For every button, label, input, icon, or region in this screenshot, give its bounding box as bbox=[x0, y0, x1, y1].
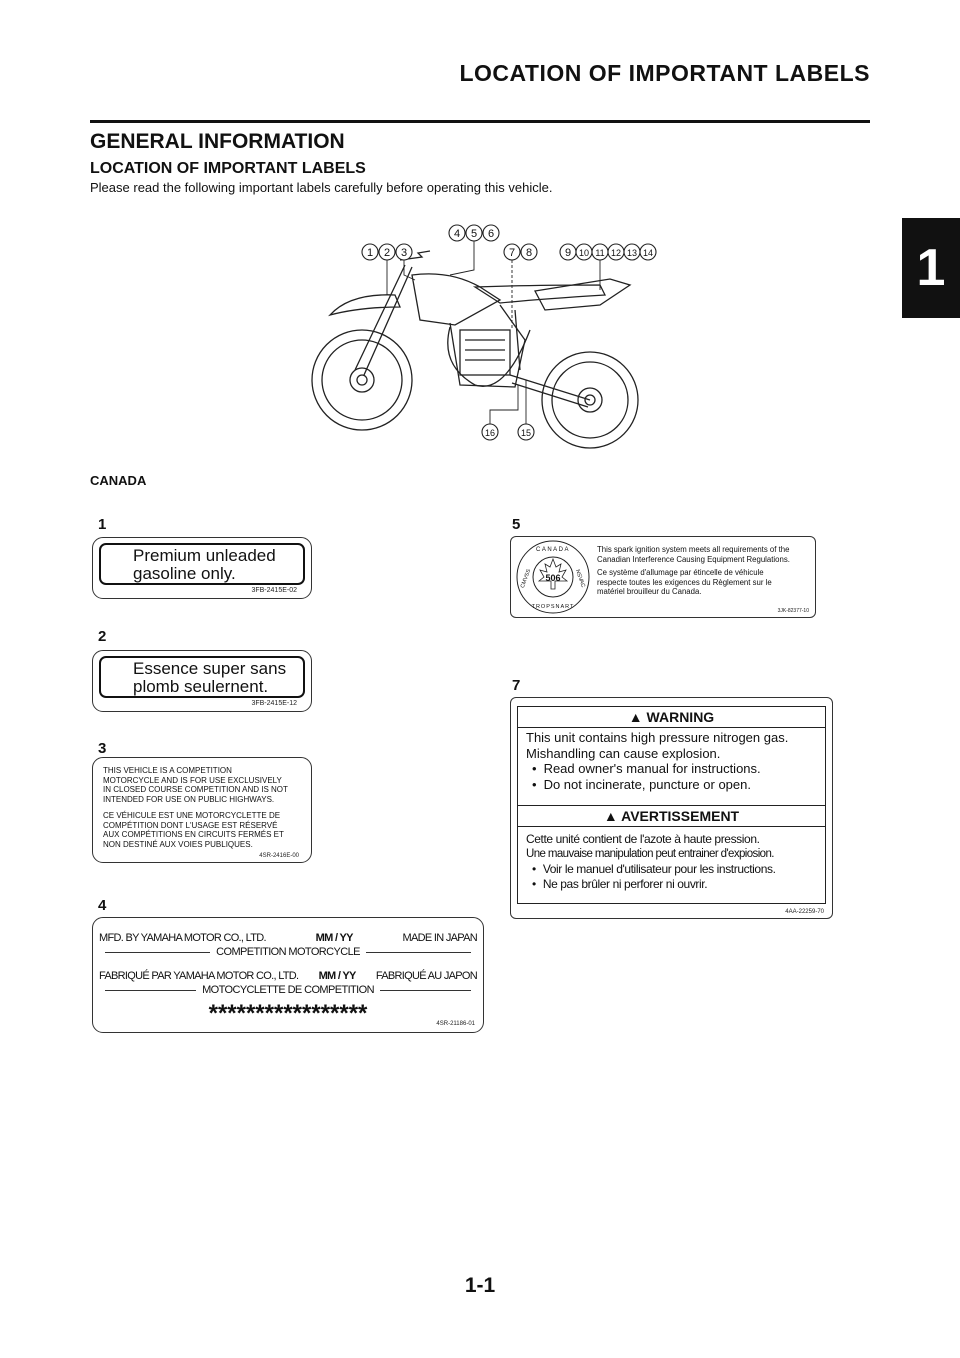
callout-16: 16 bbox=[484, 428, 496, 438]
callout-7: 7 bbox=[508, 247, 516, 259]
callout-2: 2 bbox=[383, 247, 391, 259]
label-4-comp-fr: MOTOCYCLETTE DE COMPETITION bbox=[202, 984, 374, 996]
avertissement-heading: AVERTISSEMENT bbox=[621, 808, 740, 824]
callout-15: 15 bbox=[520, 428, 532, 438]
label-2-code: 3FB-2415E-12 bbox=[251, 700, 297, 707]
label-3-en-line: MOTORCYCLE AND IS FOR USE EXCLUSIVELY bbox=[103, 775, 282, 785]
callout-6: 6 bbox=[487, 228, 495, 240]
callout-1: 1 bbox=[366, 247, 374, 259]
label-3-french bbox=[103, 811, 308, 849]
callout-4: 4 bbox=[453, 228, 461, 240]
label-1-line1: Premium unleaded bbox=[133, 546, 276, 565]
label-3-fr-line: NON DESTINÉ AUX VOIES PUBLIQUES. bbox=[103, 839, 253, 849]
avertissement-bullet: • Voir le manuel d'utilisateur pour les instructions. bbox=[526, 862, 817, 877]
callout-12: 12 bbox=[610, 248, 622, 258]
label-3 bbox=[92, 757, 312, 863]
intro-text: Please read the following important labels carefully before operating this vehicle. bbox=[90, 180, 553, 195]
label-3-fr-line: COMPÉTITION DONT L'USAGE EST RÉSERVÉ bbox=[103, 820, 278, 830]
label-7 bbox=[510, 697, 833, 919]
warning-heading: WARNING bbox=[646, 709, 715, 725]
label-4-code: 4SR-21186-01 bbox=[436, 1021, 475, 1027]
label-3-number: 3 bbox=[98, 740, 107, 757]
label-3-fr-line: CE VÉHICULE EST UNE MOTORCYCLETTE DE bbox=[103, 811, 281, 820]
label-1-number: 1 bbox=[98, 516, 107, 533]
subsection-title: LOCATION OF IMPORTANT LABELS bbox=[90, 160, 366, 177]
label-4-fab-jp: FABRIQUÉ AU JAPON bbox=[375, 970, 477, 982]
label-3-fr-line: AUX COMPÉTITIONS EN CIRCUITS FERMÉS ET bbox=[103, 830, 284, 839]
label-5-text bbox=[597, 545, 813, 597]
page-number: 1-1 bbox=[464, 1274, 496, 1297]
label-2-line1: Essence super sans bbox=[133, 659, 287, 678]
seal-left-text: CMVSS bbox=[519, 568, 533, 589]
label-4 bbox=[92, 917, 484, 1033]
page-header-title: LOCATION OF IMPORTANT LABELS bbox=[459, 60, 870, 86]
label-3-en-line: THIS VEHICLE IS A COMPETITION bbox=[103, 766, 232, 775]
warning-line: This unit contains high pressure nitrogen gas. bbox=[526, 730, 789, 745]
warning-bullet: • Read owner's manual for instructions. bbox=[526, 761, 817, 777]
callout-5: 5 bbox=[470, 228, 478, 240]
header-rule bbox=[90, 120, 870, 123]
label-4-date-fr: MM / YY bbox=[318, 970, 356, 982]
label-5-en-line: Canadian Interference Causing Equipment Regulations. bbox=[597, 554, 790, 564]
label-5-code: 3JK-82377-10 bbox=[777, 608, 809, 614]
warning-line: Mishandling can cause explosion. bbox=[526, 745, 721, 761]
warning-box bbox=[517, 706, 826, 806]
callout-9: 9 bbox=[564, 247, 572, 259]
chapter-tab: 1 bbox=[902, 218, 960, 318]
warning-triangle-icon: ▲ bbox=[603, 808, 618, 824]
avertissement-line: Une mauvaise manipulation peut entrainer d'expiosion. bbox=[526, 848, 774, 860]
callout-8: 8 bbox=[525, 247, 533, 259]
label-5-fr-line: respecte toutes les exigences du Règlement sur le bbox=[597, 577, 772, 587]
label-5-fr-line: Ce système d'allumage par étincelle de véhicule bbox=[597, 568, 764, 577]
label-1-line2: gasoline only. bbox=[133, 564, 236, 583]
label-3-en-line: IN CLOSED COURSE COMPETITION AND IS NOT bbox=[103, 785, 288, 794]
avertissement-box bbox=[517, 806, 826, 904]
seal-top-text: CANADA bbox=[535, 547, 571, 553]
callout-3: 3 bbox=[400, 247, 408, 259]
label-7-code: 4AA-22259-70 bbox=[785, 909, 824, 915]
canada-seal-icon bbox=[515, 539, 591, 615]
label-2-line2: plomb seulernent. bbox=[133, 677, 269, 696]
region-label: CANADA bbox=[90, 473, 147, 488]
label-5-number: 5 bbox=[512, 516, 521, 533]
avertissement-bullet: • Ne pas brûler ni perforer ni ouvrir. bbox=[526, 877, 817, 892]
callout-13: 13 bbox=[626, 248, 638, 258]
warning-bullet: • Do not incinerate, puncture or open. bbox=[526, 777, 817, 793]
label-4-mfd: MFD. BY YAMAHA MOTOR CO., LTD. bbox=[99, 932, 266, 944]
label-1-code: 3FB-2415E-02 bbox=[251, 587, 297, 594]
section-title: GENERAL INFORMATION bbox=[90, 130, 345, 153]
label-4-fab: FABRIQUÉ PAR YAMAHA MOTOR CO., LTD. bbox=[99, 970, 299, 982]
label-3-english bbox=[103, 766, 308, 804]
motorcycle-illustration bbox=[300, 215, 680, 455]
label-4-serial-stars: ***************** bbox=[208, 1000, 368, 1027]
avertissement-line: Cette unité contient de l'azote à haute pression. bbox=[526, 832, 760, 846]
label-4-comp: COMPETITION MOTORCYCLE bbox=[216, 946, 360, 958]
label-3-code: 4SR-2416E-00 bbox=[259, 853, 299, 859]
label-2-number: 2 bbox=[98, 628, 107, 645]
seal-bottom-text: TROPSNART bbox=[531, 604, 575, 610]
callout-14: 14 bbox=[642, 248, 654, 258]
callout-10: 10 bbox=[578, 248, 590, 258]
seal-number: 506 bbox=[545, 573, 561, 583]
label-5-fr-line: matériel brouilleur du Canada. bbox=[597, 587, 702, 596]
callout-11: 11 bbox=[595, 248, 605, 258]
label-5 bbox=[510, 536, 816, 618]
label-3-en-line: INTENDED FOR USE ON PUBLIC HIGHWAYS. bbox=[103, 794, 275, 804]
label-2 bbox=[92, 650, 312, 712]
label-4-number: 4 bbox=[98, 897, 107, 914]
label-7-number: 7 bbox=[512, 677, 521, 694]
warning-triangle-icon: ▲ bbox=[628, 709, 643, 725]
label-4-date: MM / YY bbox=[315, 932, 353, 944]
label-5-en-line: This spark ignition system meets all requirements of the bbox=[597, 545, 790, 554]
label-4-made: MADE IN JAPAN bbox=[402, 932, 477, 944]
label-1 bbox=[92, 537, 312, 599]
seal-right-text: NSVAC bbox=[573, 568, 586, 589]
